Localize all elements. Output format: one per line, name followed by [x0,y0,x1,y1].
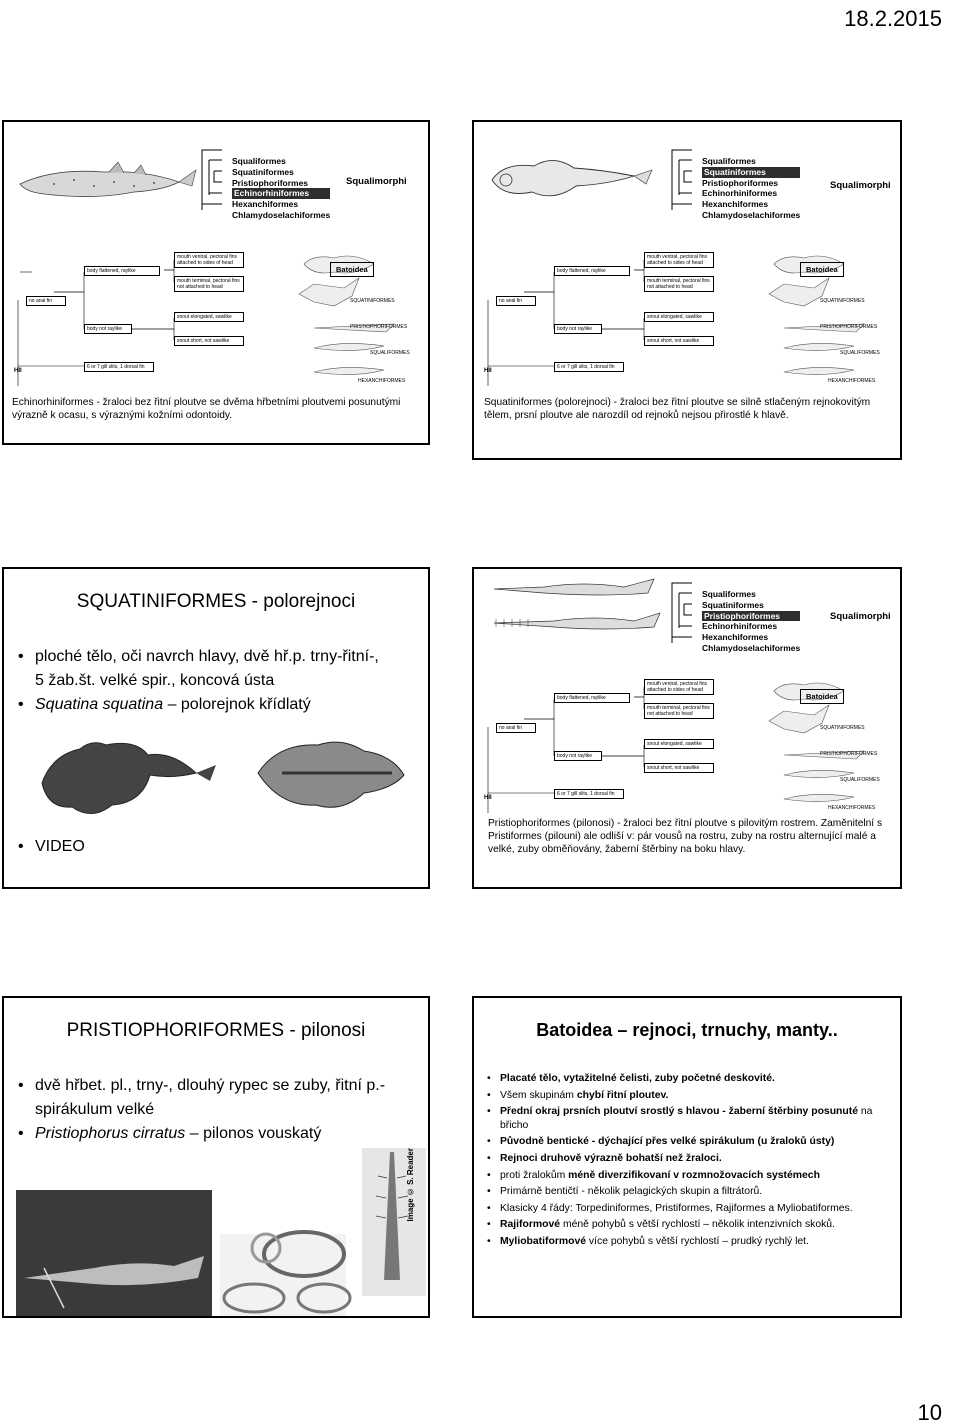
common-name: – pilonos vouskatý [189,1125,322,1142]
key-no-anal-fin: no anal fin [496,723,536,733]
key-pristiophoriformes: PRISTIOPHORIFORMES [820,751,878,757]
taxon-squatiniformes: Squatiniformes [702,167,800,178]
identification-key [14,236,422,388]
key-mouth-ventral: mouth ventral, pectoral fins attached to sides of head [644,679,714,695]
taxa-list [702,156,800,221]
key-hexanchiformes: HEXANCHIFORMES [828,378,876,384]
key-mouth-ventral: mouth ventral, pectoral fins attached to sides of head [644,252,714,268]
slide3-title: SQUATINIFORMES - polorejnoci [76,591,356,612]
key-no-anal-fin: no anal fin [26,296,66,306]
slide3-bullet-1: • ploché tělo, oči navrch hlavy, dvě hř.p. trny-řitní-, 5 žab.št. velké spir., koncová ústa [18,645,388,693]
key-no-anal-fin: no anal fin [496,296,536,306]
batoidea-item-1: • Placaté tělo, vytažitelné čelisti, zuby početné deskovité. [484,1072,886,1086]
key-squatiniformes: SQUATINIFORMES [820,298,865,304]
key-squaliformes: SQUALIFORMES [840,777,880,783]
slide4-caption: Pristiophoriformes (pilonosi) - žraloci bez řitní ploutve s pilovitým rostrem. Zaměnitelní s Pristiformes (pilouni) ale odliší v: pár vousů na rostru, zuby na rostru alternující malé a velké, zuby obměňovány, žaberní štěrbiny na boku hlavy. [488,818,883,855]
taxon-hexanchiformes: Hexanchiformes [232,199,330,210]
key-six-seven-gill: 6 or 7 gill slits, 1 dorsal fin [84,362,154,372]
slide5-bullets [18,1074,418,1146]
batoidea-item-2: • Všem skupinám chybí řitní ploutev. [484,1089,886,1103]
slide6-title: Batoidea – rejnoci, trnuchy, manty.. [536,1020,838,1040]
taxon-hexanchiformes: Hexanchiformes [702,199,800,210]
slide-squatiniformes-caption [472,120,902,460]
slide3-bullets [18,645,388,717]
key-hexanchiformes: HEXANCHIFORMES [828,805,876,811]
taxa-list [232,156,330,221]
key-hill: HII [484,368,492,374]
key-hill: HII [14,368,22,374]
key-mouth-terminal: mouth terminal, pectoral fins not attached to head [174,276,244,292]
key-mouth-ventral: mouth ventral, pectoral fins attached to sides of head [174,252,244,268]
taxon-pristiophoriformes: Pristiophoriformes [232,178,330,189]
taxon-echinorhiniformes: Echinorhiniformes [702,188,800,199]
key-snout-short: snout short, not sawlike [174,336,244,346]
key-snout-elongated: snout elongated, sawlike [644,312,714,322]
taxon-chlamydoselachiformes: Chlamydoselachiformes [232,209,331,220]
taxa-list [702,589,800,654]
taxon-chlamydoselachiformes: Chlamydoselachiformes [702,642,801,653]
slide3-video-bullet [18,835,85,859]
photo-credit: Image © S. Reader [406,1148,415,1222]
key-snout-short: snout short, not sawlike [644,763,714,773]
video-link[interactable]: • VIDEO [18,835,85,859]
taxon-pristiophoriformes: Pristiophoriformes [702,178,800,189]
key-six-seven-gill: 6 or 7 gill slits, 1 dorsal fin [554,362,624,372]
key-pristiophoriformes: PRISTIOPHORIFORMES [820,324,878,330]
taxon-squatiniformes: Squatiniformes [702,600,800,611]
key-squatiniformes: SQUATINIFORMES [820,725,865,731]
slide5-bullet-1: • dvě hřbet. pl., trny-, dlouhý rypec se zuby, řitní p.- spirákulum velké [18,1074,418,1122]
angelshark-photos [32,733,412,833]
key-snout-elongated: snout elongated, sawlike [174,312,244,322]
key-squaliformes: SQUALIFORMES [370,350,410,356]
key-squatiniformes: SQUATINIFORMES [350,298,395,304]
batoidea-label: Batoidea [800,262,844,277]
slide-batoidea [472,996,902,1318]
page-number: 10 [917,1400,942,1425]
key-mouth-terminal: mouth terminal, pectoral fins not attached to head [644,276,714,292]
slide-pristiophoriformes [2,996,430,1318]
batoidea-item-9: • Rajiformové méně pohybů s větší rychlostí – několik intenzivních skoků. [484,1218,886,1232]
taxon-pristiophoriformes: Pristiophoriformes [702,611,800,622]
key-body-not-raylike: body not raylike [554,751,602,761]
identification-key [484,236,892,388]
sawshark-illustration [484,573,892,645]
key-six-seven-gill: 6 or 7 gill slits, 1 dorsal fin [554,789,624,799]
slide2-caption: Squatiniformes (polorejnoci) - žraloci bez řitní ploutve se silně stlačeným rejnokovitým tělem, prsní ploutve ale narozdíl od rejnoků nejsou přirostlé k hlavě. [484,397,871,421]
taxon-squatiniformes: Squatiniformes [232,167,330,178]
identification-key [484,663,892,815]
latin-name: Pristiophorus cirratus [35,1125,186,1142]
slide-pristiophoriformes-caption [472,567,902,889]
key-snout-short: snout short, not sawlike [644,336,714,346]
phylogeny-figure [484,573,892,653]
taxon-squaliformes: Squaliformes [232,156,330,167]
key-hill: HII [484,795,492,801]
batoidea-item-5: • Rejnoci druhově výrazně bohatší než žraloci. [484,1152,886,1166]
phylogeny-figure [484,140,892,220]
slide-squatiniformes [2,567,430,889]
key-body-flattened: body flattened, raylike [84,266,160,276]
slide5-bullet-2 [18,1122,418,1146]
clade-label: Squalimorphi [830,611,891,622]
batoidea-label: Batoidea [330,262,374,277]
key-body-not-raylike: body not raylike [84,324,132,334]
batoidea-item-4: • Původně bentické - dýchající přes velké spirákulum (u žraloků ústy) [484,1135,886,1149]
slide1-caption: Echinorhiniformes - žraloci bez řitní ploutve se dvěma hřbetními ploutvemi posunutými výrazně k ocasu, s výraznými kožními odontoidy. [12,397,401,421]
key-body-not-raylike: body not raylike [554,324,602,334]
batoidea-item-6: • proti žralokům méně diverzifikovaní v rozmnožovacích systémech [484,1169,886,1183]
key-body-flattened: body flattened, raylike [554,693,630,703]
slide5-title: PRISTIOPHORIFORMES - pilonosi [66,1020,366,1041]
taxon-echinorhiniformes: Echinorhiniformes [702,621,800,632]
batoidea-item-7: • Primárně bentičtí - několik pelagických skupin a filtrátorů. [484,1185,886,1199]
batoidea-item-10: • Myliobatiformové více pohybů s větší rychlostí – prudký rychlý let. [484,1235,886,1249]
taxon-echinorhiniformes: Echinorhiniformes [232,188,330,199]
taxon-hexanchiformes: Hexanchiformes [702,632,800,643]
key-squaliformes: SQUALIFORMES [840,350,880,356]
slide6-bullets [484,1072,886,1252]
key-hexanchiformes: HEXANCHIFORMES [358,378,406,384]
key-snout-elongated: snout elongated, sawlike [644,739,714,749]
phylogeny-figure [14,140,422,220]
key-pristiophoriformes: PRISTIOPHORIFORMES [350,324,408,330]
taxon-squaliformes: Squaliformes [702,156,800,167]
taxon-squaliformes: Squaliformes [702,589,800,600]
key-body-flattened: body flattened, raylike [554,266,630,276]
clade-label: Squalimorphi [346,176,407,187]
common-name: – polorejnok křídlatý [167,696,311,713]
angelshark-illustration [484,140,892,212]
sawshark-photos [4,1148,430,1318]
taxon-chlamydoselachiformes: Chlamydoselachiformes [702,209,801,220]
batoidea-label: Batoidea [800,689,844,704]
header-date: 18.2.2015 [844,6,942,31]
batoidea-item-3: • Přední okraj prsních ploutví srostlý s hlavou - žaberní štěrbiny posunuté na břicho [484,1105,886,1132]
latin-name: Squatina squatina [35,696,164,713]
slide-echinorhiniformes [2,120,430,445]
clade-label: Squalimorphi [830,180,891,191]
slide3-bullet-2 [18,693,388,717]
key-mouth-terminal: mouth terminal, pectoral fins not attached to head [644,703,714,719]
batoidea-item-8: • Klasicky 4 řády: Torpediniformes, Pristiformes, Rajiformes a Myliobatiformes. [484,1202,886,1216]
